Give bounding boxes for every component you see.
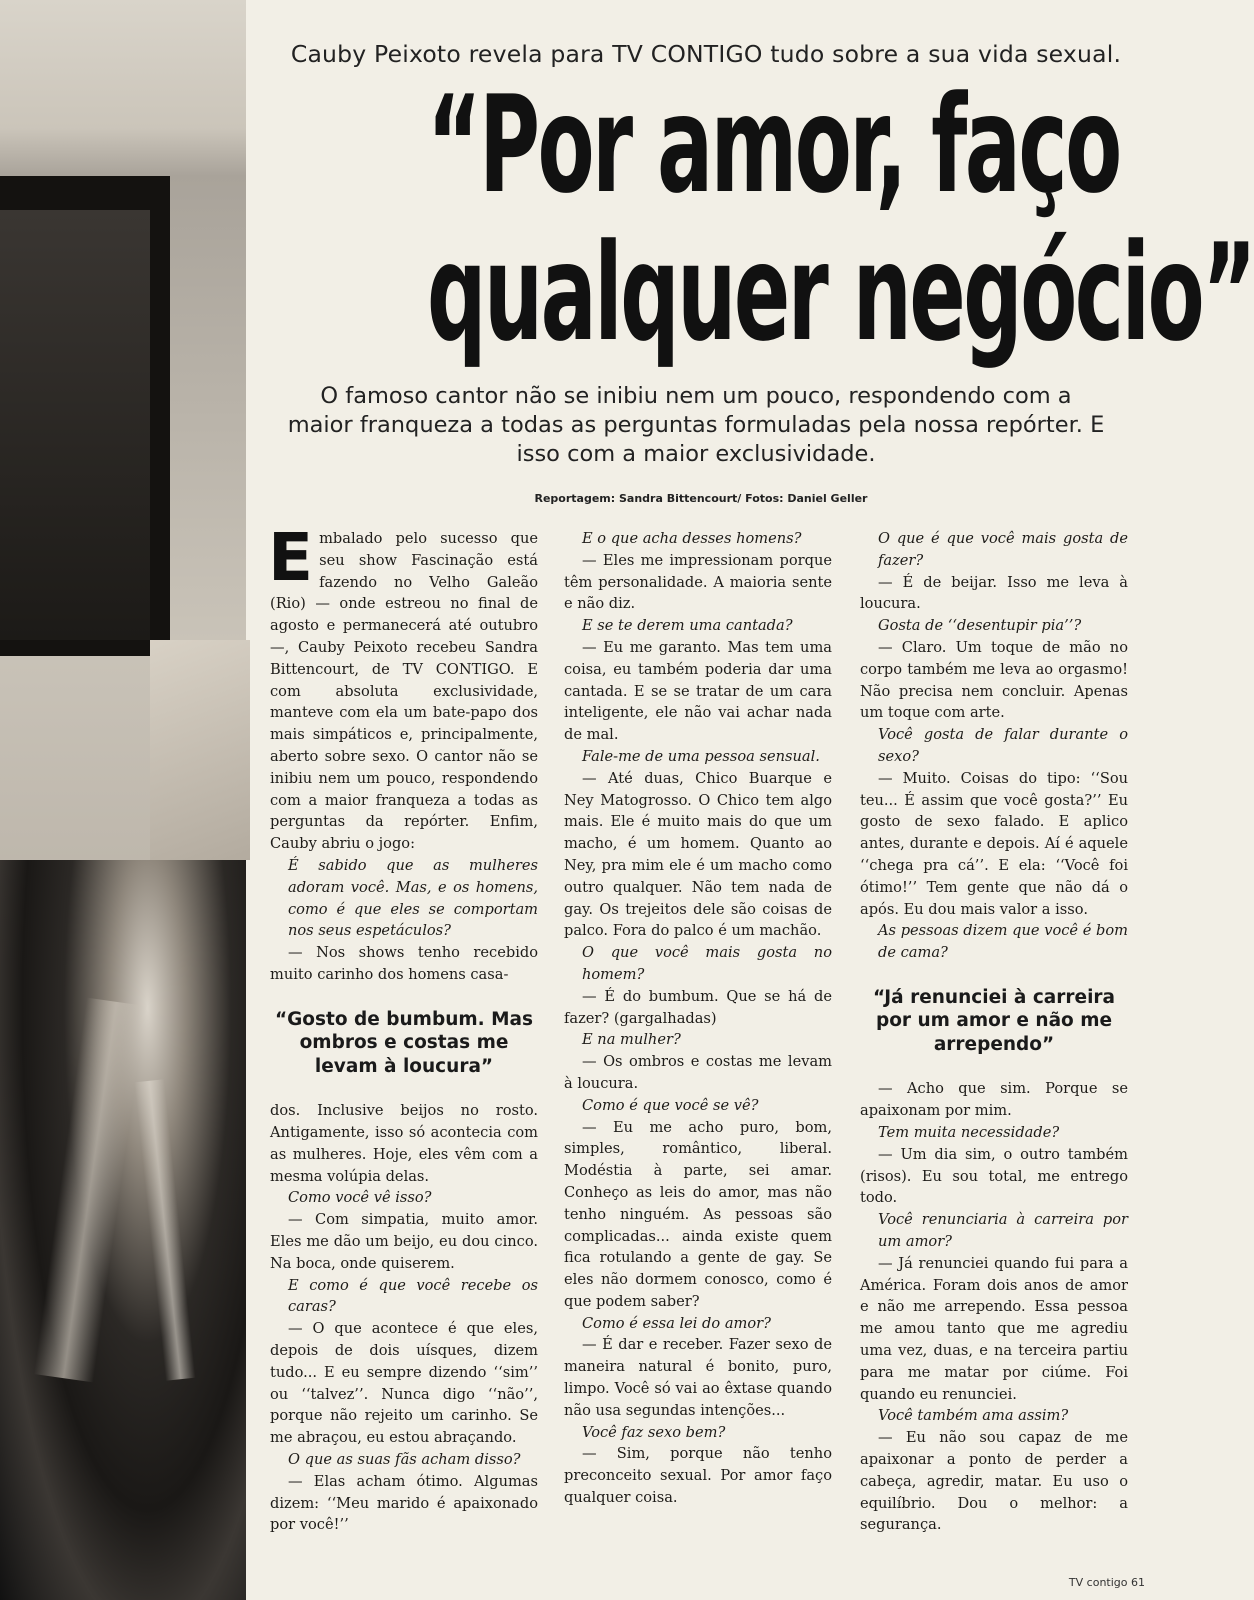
background-shadow [0,210,150,640]
question: Gosta de ‘‘desentupir pia’’? [878,617,1082,635]
answer: — Eles me impressionam porque têm personalidade. A maioria sente e não diz. [564,551,832,613]
headline-line-2: qualquer negócio” [427,215,1254,371]
pull-quote: “Já renunciei à carreira por um amor e não me arrependo” [872,986,1116,1055]
answer: — Até duas, Chico Buarque e Ney Matogrosso. O Chico tem algo mais. Ele é muito mais do que um macho, é um homem. Quanto ao Ney, pra mim ele é um macho como outro qualquer. Não tem nada de gay. Os trejeitos dele são coisas de palco. Fora do palco é um machão. [564,769,832,940]
page-folio: TV contigo 61 [1068,1576,1145,1589]
answer: — Eu me garanto. Mas tem uma coisa, eu também poderia dar uma cantada. E se se tratar de um cara inteligente, ele não vai achar nada de mal. [564,638,832,744]
deck: O famoso cantor não se inibiu nem um pouco, respondendo com a maior franqueza a todas as perguntas formuladas pela nossa repórter. E isso com a maior exclusividade. [287,383,1105,467]
question: Você faz sexo bem? [582,1423,726,1441]
answer: — Os ombros e costas me levam à loucura. [564,1053,832,1092]
answer: — Com simpatia, muito amor. Eles me dão um beijo, eu dou cinco. Na boca, onde quiserem. [270,1211,538,1272]
question: O que você mais gosta no homem? [582,944,832,983]
answer: — Eu não sou capaz de me apaixonar a ponto de perder a cabeça, agredir, matar. Eu uso o equilíbrio. Dou o melhor: a segurança. [860,1429,1128,1534]
question: Tem muita necessidade? [878,1124,1060,1142]
answer: — Nos shows tenho recebido muito carinho dos homens casa- [270,944,538,983]
answer: — Acho que sim. Porque se apaixonam por mim. [860,1080,1128,1120]
headline-line-1: “Por amor, faço [427,67,1120,223]
intro-paragraph [268,519,538,855]
question: Como é que você se vê? [582,1096,759,1114]
answer: — Muito. Coisas do tipo: ‘‘Sou teu... É assim que você gosta?’’ Eu gosto de sexo falado. E aplico antes, durante e depois. Aí é aquele ‘‘chega pra cá’’. E ela: ‘‘Você foi ótimo!’’ Tem gente que não dá o após. Eu dou mais valor a isso. [860,769,1128,918]
question: E como é que você recebe os caras? [288,1276,538,1316]
byline-credit: Reportagem: Sandra Bittencourt/ Fotos: Daniel Geller [534,492,868,505]
question: E o que acha desses homens? [582,530,802,547]
answer: — É dar e receber. Fazer sexo de maneira natural é bonito, puro, limpo. Você só vai ao êxtase quando não usa segundas intenções... [564,1336,832,1419]
answer: — Sim, porque não tenho preconceito sexual. Por amor faço qualquer coisa. [564,1445,832,1507]
question: Como você vê isso? [288,1189,432,1207]
question: É sabido que as mulheres adoram você. Mas, e os homens, como é que eles se comportam nos seus espetáculos? [288,856,538,940]
question: Você gosta de falar durante o sexo? [878,726,1128,765]
answer: — Um dia sim, o outro também (risos). Eu sou total, me entrego todo. [860,1145,1128,1207]
question: Você também ama assim? [878,1407,1069,1425]
question: O que as suas fãs acham disso? [288,1450,521,1468]
answer: — Eu me acho puro, bom, simples, romântico, liberal. Modéstia à parte, sei amar. Conheço as leis do amor, mas não tenho ninguém. As pessoas são complicadas... ainda existe quem fica rotulando a gente de gay. Se eles não dormem conosco, como é que podem saber? [564,1118,832,1310]
column-1 [268,519,538,1536]
intro-text: mbalado pelo sucesso que seu show Fascinação está fazendo no Velho Galeão (Rio) — onde estreou no final de agosto e permanecerá até outubro —, Cauby Peixoto recebeu Sandra Bittencourt, de TV CONTIGO. E com absoluta exclusividade, manteve com ela um bate-papo dos mais simpáticos e, principalmente, aberto sobre sexo. O cantor não se inibiu nem um pouco, respondendo com a maior franqueza a todas as perguntas da repórter. Enfim, Cauby abriu o jogo: [270,530,538,853]
headline [256,67,1254,374]
answer: — É de beijar. Isso me leva à loucura. [860,573,1128,613]
answer: — Elas acham ótimo. Algumas dizem: ‘‘Meu marido é apaixonado por você!’’ [270,1472,538,1534]
question: Fale-me de uma pessoa sensual. [582,747,820,765]
question: Como é essa lei do amor? [582,1314,771,1332]
satin-jacket [0,860,246,1600]
drop-cap: E [268,519,314,596]
face-area [150,640,250,860]
answer: dos. Inclusive beijos no rosto. Antigamente, isso só acontecia com as mulheres. Hoje, eles vêm com a mesma volúpia delas. [270,1102,538,1185]
pull-quote: “Gosto de bumbum. Mas ombros e costas me levam à loucura” [274,1008,534,1077]
kicker: Cauby Peixoto revela para TV CONTIGO tudo sobre a sua vida sexual. [290,40,1122,68]
question: O que é que você mais gosta de fazer? [878,530,1128,569]
answer: — Já renunciei quando fui para a América. Foram dois anos de amor e não me arrependo. Essa pessoa me amou tanto que me agrediu uma vez, duas, e na terceira partiu para me matar por ciúme. Foi quando eu renunciei. [860,1254,1128,1403]
answer: — O que acontece é que eles, depois de dois uísques, dizem tudo... E eu sempre dizendo ‘‘sim’’ ou ‘‘talvez’’. Nunca digo ‘‘não’’, porque não rejeito um carinho. Se me abraçou, eu estou abraçando. [270,1320,538,1447]
question: E se te derem uma cantada? [582,617,793,635]
column-2 [564,528,832,1509]
answer: — É do bumbum. Que se há de fazer? (gargalhadas) [564,987,832,1027]
question: As pessoas dizem que você é bom de cama? [878,922,1128,962]
question: E na mulher? [582,1031,681,1049]
article-page [246,0,1254,1600]
photo-of-cauby-peixoto [0,0,246,1600]
question: Você renunciaria à carreira por um amor? [878,1211,1128,1251]
answer: — Claro. Um toque de mão no corpo também me leva ao orgasmo! Não precisa nem concluir. Apenas um toque com arte. [860,638,1128,722]
column-3 [860,528,1128,1536]
